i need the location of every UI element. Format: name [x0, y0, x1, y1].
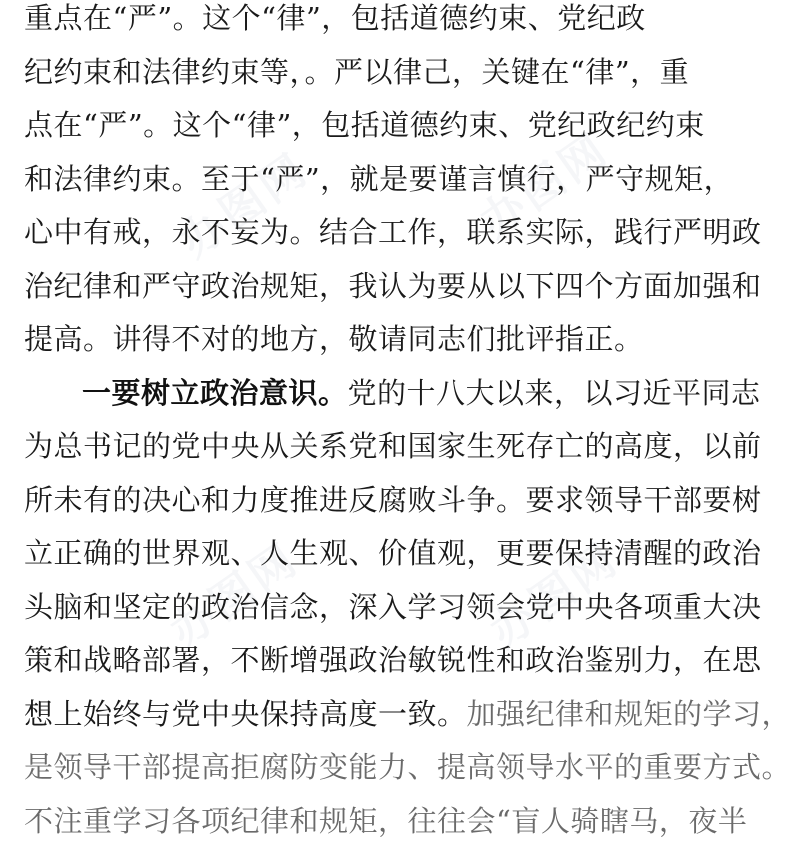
text-line: 立正确的世界观、人生观、价值观，更要保持清醒的政治: [24, 527, 784, 581]
watermark: 办图网: [465, 114, 620, 249]
text-line: 纪约束和法律约束等，。严以律己，关键在“律”，重: [24, 46, 784, 100]
section-heading: 一要树立政治意识。: [82, 376, 348, 410]
text-line: 提高。讲得不对的地方，敬请同志们批评指正。: [24, 313, 784, 367]
watermark: 办图网: [155, 524, 310, 659]
text-line: 点在“严”。这个“律”，包括道德约束、党纪政纪约束: [24, 99, 784, 153]
text-line: 头脑和坚定的政治信念，深入学习领会党中央各项重大决: [24, 581, 784, 635]
faded-text-segment: 加强纪律和规矩的学习，: [467, 697, 792, 731]
text-segment: 想上始终与党中央保持高度一致。: [24, 697, 467, 731]
faded-text-line: 不注重学习各项纪律和规矩，往往会“盲人骑瞎马，夜半: [24, 795, 784, 848]
text-line: 和法律约束。至于“严”，就是要谨言慎行，严守规矩，: [24, 153, 784, 207]
text-line: 策和战略部署，不断增强政治敏锐性和政治鉴别力，在思: [24, 634, 784, 688]
text-line: 为总书记的党中央从关系党和国家生死存亡的高度，以前: [24, 420, 784, 474]
text-line: 心中有戒，永不妄为。结合工作，联系实际，践行严明政: [24, 206, 784, 260]
text-line: 重点在“严”。这个“律”，包括道德约束、党纪政: [24, 0, 784, 46]
faded-text-line: 是领导干部提高拒腐防变能力、提高领导水平的重要方式。: [24, 741, 784, 795]
document-body: [24, 0, 784, 848]
section-first-line: [24, 367, 784, 421]
watermark: 办图网: [475, 524, 630, 659]
mixed-line: [24, 688, 784, 742]
watermark: 办图网: [165, 134, 320, 269]
text-segment: 党的十八大以来，以习近平同志: [348, 376, 761, 410]
text-line: 所未有的决心和力度推进反腐败斗争。要求领导干部要树: [24, 474, 784, 528]
text-line: 治纪律和严守政治规矩，我认为要从以下四个方面加强和: [24, 260, 784, 314]
